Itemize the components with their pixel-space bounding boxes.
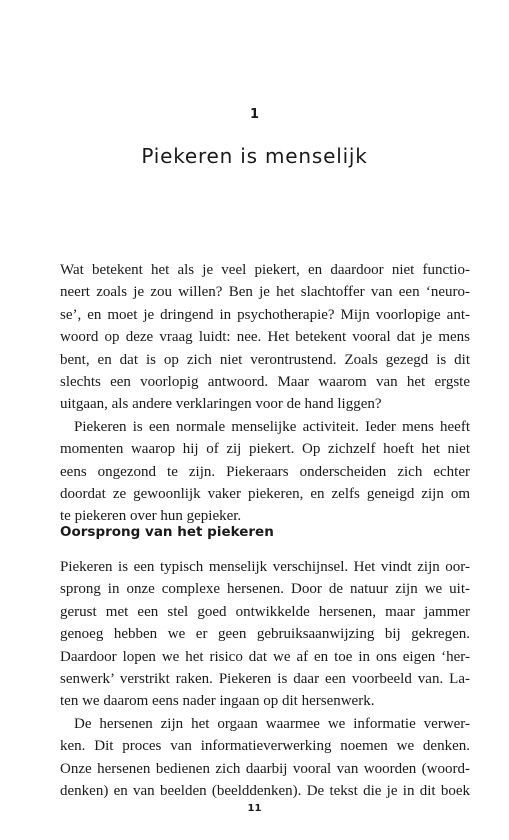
text-line: genoeg hebben we er geen gebruiksaanwijzing bij gekregen. — [60, 626, 470, 643]
text-line: Wat betekent het als je veel piekert, en daardoor niet functio- — [60, 262, 470, 278]
text-line: se’, en moet je dringend in psychotherapie? Mijn voorlopige ant- — [60, 306, 470, 323]
text-line: senwerk’ verstrikt raken. Piekeren is daar een voorbeeld van. La- — [60, 671, 470, 688]
text-line: Piekeren is een normale menselijke activiteit. Ieder mens heeft — [74, 418, 470, 435]
intro-text — [60, 259, 470, 528]
page-number: 11 — [247, 803, 262, 814]
chapter-number: 1 — [249, 107, 260, 122]
text-line: te piekeren over hun gepieker. — [60, 508, 242, 525]
text-line: ken. Dit proces van informatieverwerking noemen we denken. — [60, 738, 470, 755]
text-line: uitgaan, als andere verklaringen voor de hand liggen? — [60, 396, 382, 413]
text-line: slechts een voorlopig antwoord. Maar waarom van het ergste — [60, 374, 470, 391]
text-line: ten we daarom eens nader ingaan op dit hersenwerk. — [60, 693, 375, 710]
section-text — [60, 556, 470, 802]
text-line: Onze hersenen bedienen zich daarbij vooral van woorden (woord- — [60, 760, 470, 777]
text-line: sprong in onze complexe hersenen. Door de natuur zijn we uit- — [60, 581, 470, 598]
text-line: denken) en van beelden (beelddenken). De tekst die je in dit boek — [60, 783, 470, 800]
text-line: eens ongezond te zijn. Piekeraars onderscheiden zich echter — [60, 463, 470, 480]
text-line: momenten waarop hij of zij piekert. Op zichzelf hoeft het niet — [60, 441, 470, 458]
section-heading: Oorsprong van het piekeren — [60, 524, 274, 540]
text-line: De hersenen zijn het orgaan waarmee we informatie verwer- — [74, 715, 470, 732]
text-line: neert zoals je zou willen? Ben je het slachtoffer van een ‘neuro- — [60, 284, 470, 301]
text-line: Piekeren is een typisch menselijk verschijnsel. Het vindt zijn oor- — [60, 559, 470, 575]
text-line: Daardoor lopen we het risico dat we af en toe in ons eigen ‘her- — [60, 648, 470, 665]
text-line: doordat ze gewoonlijk vaker piekeren, en zelfs geneigd zijn om — [60, 486, 470, 503]
text-line: gerust met een stel goed ontwikkelde hersenen, maar jammer — [60, 603, 470, 620]
text-line: bent, en dat is op zich niet verontrustend. Zoals gezegd is dit — [60, 351, 470, 368]
text-line: woord op deze vraag luidt: nee. Het betekent vooral dat je mens — [60, 329, 470, 346]
chapter-title: Piekeren is menselijk — [141, 144, 368, 168]
